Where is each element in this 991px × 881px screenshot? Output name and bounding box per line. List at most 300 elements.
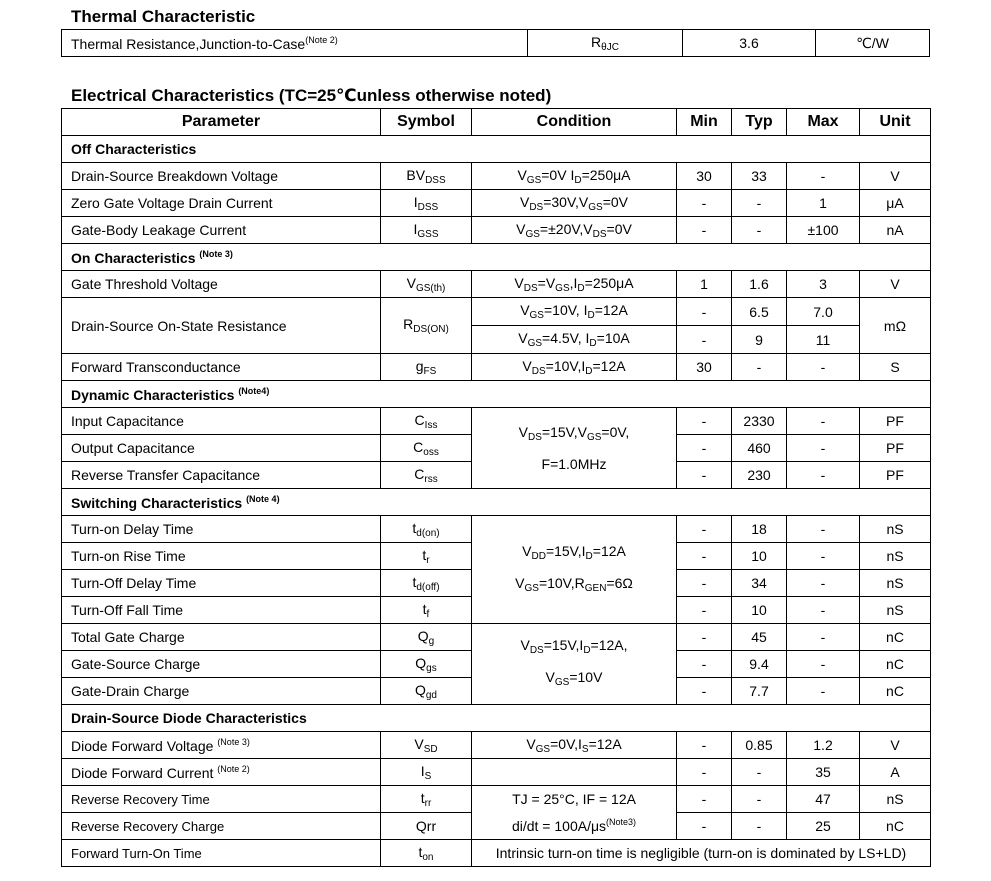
cond-part: =15V,V — [541, 423, 587, 440]
max-cell: - — [787, 462, 860, 489]
unit-cell: A — [860, 759, 931, 786]
symbol-cell — [381, 570, 472, 597]
param-cell: Input Capacitance — [62, 408, 381, 435]
table-row — [62, 516, 931, 543]
cond-part: =0V — [602, 193, 629, 210]
symbol-cell — [381, 624, 472, 651]
max-cell: - — [787, 354, 860, 381]
condition-cell — [472, 354, 677, 381]
condition-cell — [472, 813, 677, 840]
typ-cell: 460 — [732, 435, 787, 462]
header-symbol: Symbol — [381, 109, 472, 136]
cond-part: V — [520, 637, 530, 653]
min-cell: - — [677, 813, 732, 840]
cond-part: =15V,I — [545, 542, 586, 559]
cond-part: V — [515, 574, 525, 591]
typ-cell: 34 — [732, 570, 787, 597]
unit-cell: nS — [860, 597, 931, 624]
typ-cell: 1.6 — [732, 271, 787, 298]
cond-part: =15V,I — [543, 637, 584, 653]
cond-part: =10V, I — [543, 302, 588, 318]
symbol-cell — [381, 678, 472, 705]
symbol-sub: f — [426, 608, 430, 620]
min-cell: - — [677, 326, 732, 354]
cond-part: =±20V,V — [539, 220, 593, 237]
min-cell: - — [677, 462, 732, 489]
param-cell: Gate-Body Leakage Current — [62, 217, 381, 244]
symbol-sub: r — [426, 554, 430, 566]
symbol-sub: S — [424, 770, 432, 782]
table-row — [62, 163, 931, 190]
cond-sub: GEN — [584, 582, 607, 594]
table-row — [62, 840, 931, 867]
max-cell: - — [787, 435, 860, 462]
unit-cell: PF — [860, 408, 931, 435]
cond-part: =12A — [588, 735, 622, 752]
symbol-cell — [381, 190, 472, 217]
category-row — [62, 705, 931, 732]
min-cell: 1 — [677, 271, 732, 298]
category-dynamic — [62, 381, 931, 408]
min-cell: - — [677, 217, 732, 244]
header-typ: Typ — [732, 109, 787, 136]
header-unit: Unit — [860, 109, 931, 136]
unit-cell: PF — [860, 462, 931, 489]
note-ref: (Note 2) — [217, 763, 250, 774]
symbol-cell — [381, 759, 472, 786]
note-ref: (Note 2) — [305, 34, 338, 45]
cond-part: V — [522, 542, 532, 559]
typ-cell: 10 — [732, 543, 787, 570]
param-cell: Zero Gate Voltage Drain Current — [62, 190, 381, 217]
cond-sub: DD — [531, 550, 546, 562]
min-cell: - — [677, 651, 732, 678]
cond-part: =0V I — [541, 166, 575, 183]
cond-sub: D — [574, 174, 582, 186]
unit-cell: nS — [860, 786, 931, 813]
cond-part: =4.5V, I — [542, 330, 590, 346]
param-cell: Drain-Source Breakdown Voltage — [62, 163, 381, 190]
symbol-cell — [381, 516, 472, 543]
header-min: Min — [677, 109, 732, 136]
thermal-param-cell — [62, 30, 528, 57]
symbol-text: V — [414, 735, 424, 752]
param-cell: Turn-on Delay Time — [62, 516, 381, 543]
unit-cell: nA — [860, 217, 931, 244]
param-cell: Reverse Transfer Capacitance — [62, 462, 381, 489]
cond-sub: D — [583, 645, 591, 656]
typ-cell: 45 — [732, 624, 787, 651]
cond-part: V — [514, 274, 524, 291]
cond-part: =250μA — [581, 166, 631, 183]
cond-sub: D — [587, 310, 595, 321]
cond-part: V — [517, 166, 527, 183]
thermal-value-cell: 3.6 — [683, 30, 816, 57]
max-cell: 35 — [787, 759, 860, 786]
cond-part: F=1.0MHz — [541, 455, 607, 472]
header-condition: Condition — [472, 109, 677, 136]
symbol-text: C — [414, 465, 425, 482]
symbol-cell — [381, 354, 472, 381]
unit-cell: mΩ — [860, 298, 931, 354]
cond-part: =0V,I — [550, 735, 582, 752]
cond-part: =12A — [592, 357, 626, 374]
symbol-sub: d(on) — [416, 527, 440, 539]
symbol-text: t — [422, 600, 427, 617]
table-header-row — [62, 109, 931, 136]
symbol-cell — [381, 597, 472, 624]
cond-sub: GS — [527, 338, 543, 349]
max-cell: - — [787, 597, 860, 624]
typ-cell: 9.4 — [732, 651, 787, 678]
header-parameter: Parameter — [62, 109, 381, 136]
typ-cell: 230 — [732, 462, 787, 489]
table-row — [62, 30, 930, 57]
cond-part: =10V,I — [545, 357, 586, 374]
unit-cell: nC — [860, 813, 931, 840]
cond-part: =0V — [606, 220, 632, 237]
max-cell: 1 — [787, 190, 860, 217]
param-cell: Gate Threshold Voltage — [62, 271, 381, 298]
cond-sub: GS — [554, 677, 570, 688]
category-row — [62, 489, 931, 516]
unit-cell: V — [860, 271, 931, 298]
table-row — [62, 813, 931, 840]
cond-part: V — [545, 669, 555, 685]
typ-cell: - — [732, 813, 787, 840]
symbol-sub: rss — [424, 473, 438, 485]
symbol-text: t — [412, 519, 417, 536]
typ-cell: - — [732, 190, 787, 217]
max-cell: - — [787, 163, 860, 190]
param-cell: Turn-Off Delay Time — [62, 570, 381, 597]
symbol-cell — [381, 462, 472, 489]
param-cell: Forward Transconductance — [62, 354, 381, 381]
symbol-sub: DSS — [425, 174, 446, 186]
min-cell: - — [677, 435, 732, 462]
symbol-sub: oss — [423, 446, 439, 458]
cond-sub: GS — [525, 228, 540, 240]
condition-cell — [472, 516, 677, 624]
symbol-sub: GSS — [417, 228, 439, 240]
symbol-cell — [381, 651, 472, 678]
condition-cell — [472, 624, 677, 705]
param-label: Diode Forward Voltage — [71, 737, 214, 754]
param-cell: Output Capacitance — [62, 435, 381, 462]
unit-cell: V — [860, 163, 931, 190]
condition-cell — [472, 163, 677, 190]
table-row — [62, 624, 931, 651]
max-cell: - — [787, 408, 860, 435]
condition-cell: Intrinsic turn-on time is negligible (turn-on is dominated by LS+LD) — [472, 840, 931, 867]
max-cell: - — [787, 516, 860, 543]
cond-part: V — [520, 302, 530, 318]
condition-cell — [472, 326, 677, 354]
cond-part: =0V, — [601, 423, 630, 440]
thermal-symbol-cell — [528, 30, 683, 57]
table-row — [62, 298, 931, 326]
cond-sub: D — [585, 365, 593, 377]
param-cell: Turn-Off Fall Time — [62, 597, 381, 624]
cond-sub: GS — [555, 282, 570, 294]
cond-part: V — [518, 330, 528, 346]
max-cell: - — [787, 570, 860, 597]
condition-cell — [472, 217, 677, 244]
condition-cell — [472, 298, 677, 326]
symbol-text: t — [420, 789, 425, 806]
symbol-text: I — [413, 193, 418, 210]
symbol-sub: gs — [426, 662, 437, 674]
category-row — [62, 136, 931, 163]
symbol-text: I — [420, 762, 425, 779]
cond-sub: DS — [529, 201, 544, 213]
symbol-sub: GS(th) — [415, 282, 446, 294]
min-cell: - — [677, 190, 732, 217]
category-title: Dynamic Characteristics — [71, 386, 235, 403]
symbol-text: V — [406, 274, 416, 291]
min-cell: - — [677, 570, 732, 597]
typ-cell: 33 — [732, 163, 787, 190]
max-cell: 25 — [787, 813, 860, 840]
min-cell: - — [677, 516, 732, 543]
symbol-text: R — [403, 316, 414, 332]
unit-cell: nS — [860, 570, 931, 597]
table-row — [62, 354, 931, 381]
typ-cell: 0.85 — [732, 732, 787, 759]
thermal-unit-cell: ℃/W — [816, 30, 930, 57]
param-cell: Total Gate Charge — [62, 624, 381, 651]
param-label: Diode Forward Current — [71, 764, 214, 781]
symbol-sub: SD — [423, 743, 438, 755]
typ-cell: - — [732, 759, 787, 786]
cond-sub: GS — [586, 431, 602, 443]
max-cell: 11 — [787, 326, 860, 354]
table-row — [62, 217, 931, 244]
symbol-text: t — [422, 546, 427, 563]
typ-cell: 9 — [732, 326, 787, 354]
symbol-cell — [381, 786, 472, 813]
symbol-sub: FS — [423, 365, 437, 377]
param-cell — [62, 759, 381, 786]
cond-sub: D — [589, 338, 597, 349]
unit-cell: μA — [860, 190, 931, 217]
typ-cell: 10 — [732, 597, 787, 624]
typ-cell: 2330 — [732, 408, 787, 435]
unit-cell: nS — [860, 516, 931, 543]
category-diode: Drain-Source Diode Characteristics — [62, 705, 931, 732]
cond-part: =10V,R — [538, 574, 585, 591]
thermal-section-title: Thermal Characteristic — [71, 7, 256, 26]
cond-part: =10A — [596, 330, 630, 346]
unit-cell: nC — [860, 651, 931, 678]
symbol-sub: rr — [424, 797, 432, 809]
table-row — [62, 271, 931, 298]
condition-cell — [472, 759, 677, 786]
cond-part: =250μA — [584, 274, 634, 291]
min-cell: - — [677, 408, 732, 435]
symbol-sub: θJC — [601, 41, 619, 53]
cond-sub: DS — [529, 645, 544, 656]
category-on — [62, 244, 931, 271]
symbol-text: Q — [417, 627, 429, 644]
symbol-cell — [381, 298, 472, 354]
cond-part: V — [522, 357, 532, 374]
electrical-table — [61, 108, 931, 867]
cond-sub: GS — [588, 201, 603, 213]
unit-cell: nC — [860, 624, 931, 651]
param-cell: Reverse Recovery Time — [62, 786, 381, 813]
cond-part: ,I — [569, 274, 578, 291]
min-cell: - — [677, 786, 732, 813]
typ-cell: - — [732, 786, 787, 813]
symbol-sub: on — [422, 851, 434, 863]
condition-cell — [472, 408, 677, 489]
cond-part: =12A — [592, 542, 626, 559]
table-row — [62, 759, 931, 786]
cond-part: =V — [537, 274, 556, 291]
cond-sub: DS — [528, 431, 542, 443]
symbol-cell — [381, 435, 472, 462]
symbol-cell — [381, 217, 472, 244]
symbol-text: I — [413, 220, 418, 237]
symbol-cell — [381, 840, 472, 867]
symbol-cell — [381, 408, 472, 435]
symbol-text: C — [413, 438, 424, 455]
symbol-text: g — [415, 357, 424, 374]
note-ref: (Note 4) — [246, 493, 280, 504]
symbol-sub: g — [428, 635, 435, 647]
category-off: Off Characteristics — [62, 136, 931, 163]
max-cell: 47 — [787, 786, 860, 813]
max-cell: ±100 — [787, 217, 860, 244]
cond-sub: D — [577, 282, 585, 294]
cond-sub: DS — [523, 282, 538, 294]
cond-sub: GS — [524, 582, 539, 594]
symbol-cell — [381, 543, 472, 570]
param-cell: Turn-on Rise Time — [62, 543, 381, 570]
cond-part: =12A, — [590, 637, 628, 653]
param-cell: Forward Turn-On Time — [62, 840, 381, 867]
symbol-text: t — [412, 573, 417, 590]
max-cell: 7.0 — [787, 298, 860, 326]
min-cell: - — [677, 543, 732, 570]
param-label: Thermal Resistance,Junction-to-Case — [71, 35, 306, 52]
category-row — [62, 244, 931, 271]
category-title: On Characteristics — [71, 249, 196, 266]
symbol-cell — [381, 732, 472, 759]
min-cell: - — [677, 597, 732, 624]
table-row — [62, 408, 931, 435]
symbol-sub: DS(ON) — [413, 324, 449, 335]
max-cell: - — [787, 624, 860, 651]
max-cell: - — [787, 678, 860, 705]
symbol-text: R — [591, 33, 602, 50]
table-row — [62, 732, 931, 759]
condition-cell: TJ = 25°C, IF = 12A — [472, 786, 677, 813]
cond-part: di/dt = 100A/μs — [511, 818, 607, 835]
cond-part: V — [519, 193, 530, 210]
table-row — [62, 786, 931, 813]
symbol-text: C — [414, 411, 425, 428]
symbol-text: Q — [414, 681, 426, 698]
max-cell: - — [787, 543, 860, 570]
min-cell: - — [677, 298, 732, 326]
min-cell: - — [677, 624, 732, 651]
typ-cell: 18 — [732, 516, 787, 543]
min-cell: - — [677, 759, 732, 786]
condition-cell — [472, 190, 677, 217]
table-row — [62, 190, 931, 217]
unit-cell: S — [860, 354, 931, 381]
cond-part: =10V — [569, 669, 603, 685]
cond-sub: DS — [592, 228, 607, 240]
symbol-cell: Qrr — [381, 813, 472, 840]
min-cell: 30 — [677, 163, 732, 190]
thermal-table — [61, 29, 930, 57]
cond-sub: GS — [535, 743, 551, 755]
symbol-cell — [381, 163, 472, 190]
cond-part: =12A — [594, 302, 628, 318]
note-ref: (Note4) — [238, 385, 270, 396]
unit-cell: V — [860, 732, 931, 759]
min-cell: - — [677, 732, 732, 759]
category-switching — [62, 489, 931, 516]
note-ref: (Note3) — [606, 817, 637, 828]
unit-cell: nS — [860, 543, 931, 570]
symbol-sub: DSS — [417, 201, 439, 213]
param-cell — [62, 732, 381, 759]
category-title: Switching Characteristics — [71, 494, 243, 511]
cond-sub: DS — [531, 365, 546, 377]
note-ref: (Note 3) — [199, 248, 233, 259]
param-cell: Drain-Source On-State Resistance — [62, 298, 381, 354]
min-cell: - — [677, 678, 732, 705]
param-cell: Gate-Drain Charge — [62, 678, 381, 705]
typ-cell: 7.7 — [732, 678, 787, 705]
unit-cell: PF — [860, 435, 931, 462]
symbol-sub: gd — [425, 689, 437, 701]
max-cell: - — [787, 651, 860, 678]
symbol-cell — [381, 271, 472, 298]
cond-sub: D — [585, 550, 593, 562]
cond-sub: GS — [526, 174, 542, 186]
typ-cell: 6.5 — [732, 298, 787, 326]
note-ref: (Note 3) — [217, 736, 250, 747]
typ-cell: - — [732, 217, 787, 244]
cond-part: V — [526, 735, 536, 752]
param-cell: Gate-Source Charge — [62, 651, 381, 678]
unit-cell: nC — [860, 678, 931, 705]
cond-part: V — [516, 220, 526, 237]
max-cell: 1.2 — [787, 732, 860, 759]
cond-part: V — [518, 423, 529, 440]
typ-cell: - — [732, 354, 787, 381]
condition-cell — [472, 271, 677, 298]
electrical-section-title: Electrical Characteristics (TC=25℃unless otherwise noted) — [71, 86, 552, 105]
cond-part: =30V,V — [543, 193, 589, 210]
symbol-sub: Iss — [424, 419, 438, 431]
cond-part: =6Ω — [606, 574, 633, 591]
max-cell: 3 — [787, 271, 860, 298]
cond-sub: GS — [529, 310, 544, 321]
symbol-text: t — [418, 843, 423, 860]
header-max: Max — [787, 109, 860, 136]
category-row — [62, 381, 931, 408]
param-cell: Reverse Recovery Charge — [62, 813, 381, 840]
cond-sub: S — [581, 743, 589, 755]
min-cell: 30 — [677, 354, 732, 381]
symbol-text: Q — [415, 654, 427, 671]
